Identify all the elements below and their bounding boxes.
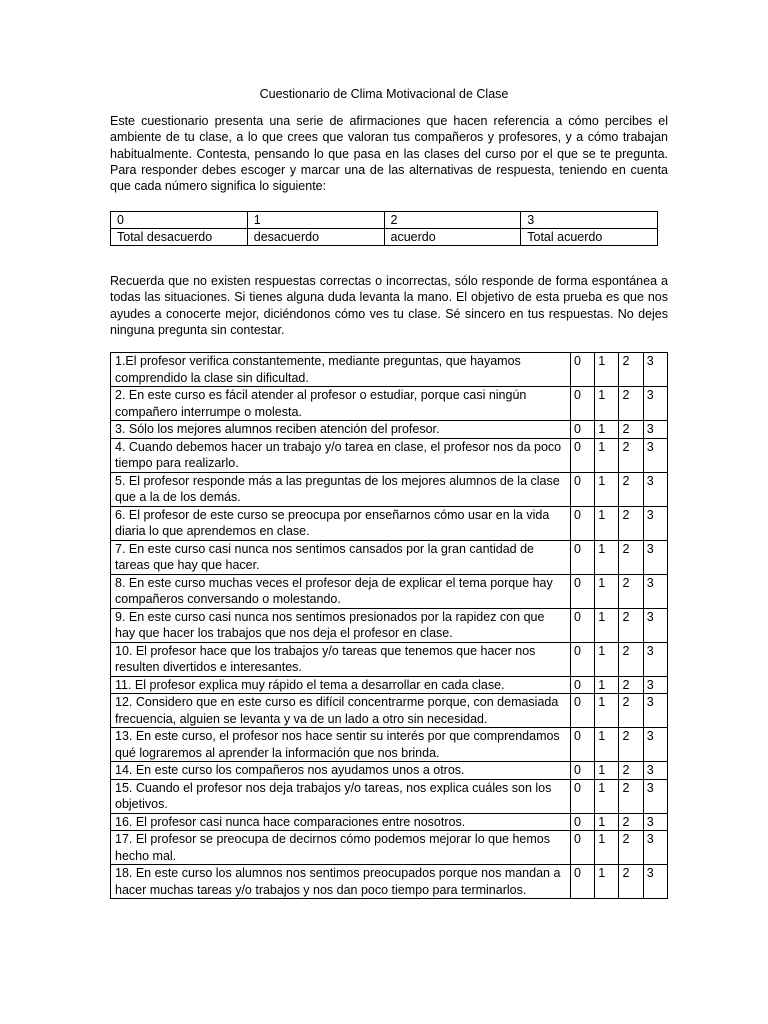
question-row <box>111 472 668 506</box>
answer-option-0[interactable]: 0 <box>570 574 594 608</box>
answer-option-2[interactable]: 2 <box>619 728 643 762</box>
answer-option-2[interactable]: 2 <box>619 506 643 540</box>
question-row <box>111 608 668 642</box>
answer-option-0[interactable]: 0 <box>570 865 594 899</box>
answer-option-3[interactable]: 3 <box>643 574 667 608</box>
question-row <box>111 762 668 780</box>
question-text: 17. El profesor se preocupa de decirnos cómo podemos mejorar lo que hemos hecho mal. <box>111 831 571 865</box>
answer-option-0[interactable]: 0 <box>570 831 594 865</box>
question-row <box>111 540 668 574</box>
answer-option-2[interactable]: 2 <box>619 676 643 694</box>
answer-option-2[interactable]: 2 <box>619 472 643 506</box>
question-text: 13. En este curso, el profesor nos hace sentir su interés por que comprendamos qué lograremos al aprender la información que nos brinda. <box>111 728 571 762</box>
answer-option-0[interactable]: 0 <box>570 779 594 813</box>
question-text: 4. Cuando debemos hacer un trabajo y/o tarea en clase, el profesor nos da poco tiempo para realizarlo. <box>111 438 571 472</box>
answer-option-3[interactable]: 3 <box>643 472 667 506</box>
answer-option-0[interactable]: 0 <box>570 813 594 831</box>
question-text: 5. El profesor responde más a las preguntas de los mejores alumnos de la clase que a la de los demás. <box>111 472 571 506</box>
answer-option-0[interactable]: 0 <box>570 694 594 728</box>
question-row <box>111 642 668 676</box>
question-text: 15. Cuando el profesor nos deja trabajos y/o tareas, nos explica cuáles son los objetivos. <box>111 779 571 813</box>
response-scale-table <box>110 211 658 246</box>
scale-numbers-row <box>111 212 658 229</box>
question-text: 3. Sólo los mejores alumnos reciben atención del profesor. <box>111 421 571 439</box>
answer-option-3[interactable]: 3 <box>643 728 667 762</box>
answer-option-0[interactable]: 0 <box>570 642 594 676</box>
answer-option-2[interactable]: 2 <box>619 438 643 472</box>
answer-option-0[interactable]: 0 <box>570 540 594 574</box>
question-row <box>111 574 668 608</box>
answer-option-1[interactable]: 1 <box>595 762 619 780</box>
answer-option-3[interactable]: 3 <box>643 694 667 728</box>
scale-label: acuerdo <box>384 229 521 246</box>
answer-option-1[interactable]: 1 <box>595 676 619 694</box>
question-text: 10. El profesor hace que los trabajos y/o tareas que tenemos que hacer nos resulten divertidos e interesantes. <box>111 642 571 676</box>
answer-option-1[interactable]: 1 <box>595 353 619 387</box>
scale-number: 3 <box>521 212 658 229</box>
answer-option-1[interactable]: 1 <box>595 694 619 728</box>
question-row <box>111 694 668 728</box>
answer-option-2[interactable]: 2 <box>619 813 643 831</box>
answer-option-2[interactable]: 2 <box>619 762 643 780</box>
answer-option-2[interactable]: 2 <box>619 387 643 421</box>
answer-option-3[interactable]: 3 <box>643 813 667 831</box>
answer-option-3[interactable]: 3 <box>643 865 667 899</box>
answer-option-3[interactable]: 3 <box>643 438 667 472</box>
answer-option-2[interactable]: 2 <box>619 779 643 813</box>
answer-option-1[interactable]: 1 <box>595 642 619 676</box>
answer-option-3[interactable]: 3 <box>643 506 667 540</box>
answer-option-0[interactable]: 0 <box>570 728 594 762</box>
intro-paragraph: Este cuestionario presenta una serie de afirmaciones que hacen referencia a cómo percibes el ambiente de tu clase, a lo que crees que valoran tus compañeros y profesores, y a cómo trabajan habitualmente. Contesta, pensando lo que pasa en las clases del curso por el que se te pregunta. Para responder debes escoger y marcar una de las alternativas de respuesta, teniendo en cuenta que cada número significa lo siguiente: <box>110 114 668 194</box>
question-text: 9. En este curso casi nunca nos sentimos presionados por la rapidez con que hay que hacer los trabajos que nos deja el profesor en clase. <box>111 608 571 642</box>
answer-option-1[interactable]: 1 <box>595 813 619 831</box>
answer-option-2[interactable]: 2 <box>619 642 643 676</box>
answer-option-2[interactable]: 2 <box>619 540 643 574</box>
answer-option-1[interactable]: 1 <box>595 831 619 865</box>
answer-option-1[interactable]: 1 <box>595 728 619 762</box>
question-text: 8. En este curso muchas veces el profesor deja de explicar el tema porque hay compañeros conversando o molestando. <box>111 574 571 608</box>
question-row <box>111 865 668 899</box>
answer-option-0[interactable]: 0 <box>570 438 594 472</box>
answer-option-0[interactable]: 0 <box>570 353 594 387</box>
answer-option-1[interactable]: 1 <box>595 421 619 439</box>
question-row <box>111 779 668 813</box>
answer-option-0[interactable]: 0 <box>570 421 594 439</box>
scale-number: 0 <box>111 212 248 229</box>
scale-number: 1 <box>247 212 384 229</box>
question-text: 11. El profesor explica muy rápido el tema a desarrollar en cada clase. <box>111 676 571 694</box>
question-row <box>111 438 668 472</box>
answer-option-3[interactable]: 3 <box>643 608 667 642</box>
scale-label: desacuerdo <box>247 229 384 246</box>
answer-option-0[interactable]: 0 <box>570 506 594 540</box>
answer-option-0[interactable]: 0 <box>570 676 594 694</box>
answer-option-2[interactable]: 2 <box>619 831 643 865</box>
question-row <box>111 728 668 762</box>
question-text: 12. Considero que en este curso es difícil concentrarme porque, con demasiada frecuencia, alguien se levanta y va de un lado a otro sin necesidad. <box>111 694 571 728</box>
answer-option-1[interactable]: 1 <box>595 387 619 421</box>
answer-option-0[interactable]: 0 <box>570 762 594 780</box>
answer-option-3[interactable]: 3 <box>643 387 667 421</box>
answer-option-3[interactable]: 3 <box>643 676 667 694</box>
question-text: 16. El profesor casi nunca hace comparaciones entre nosotros. <box>111 813 571 831</box>
answer-option-2[interactable]: 2 <box>619 694 643 728</box>
reminder-paragraph: Recuerda que no existen respuestas correctas o incorrectas, sólo responde de forma espontánea a todas las situaciones. Si tienes alguna duda levanta la mano. El objetivo de esta prueba es que nos ayudes a conocerte mejor, diciéndonos cómo ves tu clase. Sé sincero en tus respuestas. No dejes ninguna pregunta sin contestar. <box>110 274 668 337</box>
answer-option-1[interactable]: 1 <box>595 865 619 899</box>
page-title: Cuestionario de Clima Motivacional de Clase <box>259 87 509 101</box>
question-row <box>111 387 668 421</box>
question-text: 2. En este curso es fácil atender al profesor o estudiar, porque casi ningún compañero interrumpe o molesta. <box>111 387 571 421</box>
answer-option-1[interactable]: 1 <box>595 438 619 472</box>
question-text: 18. En este curso los alumnos nos sentimos preocupados porque nos mandan a hacer muchas tareas y/o trabajos y nos dan poco tiempo para terminarlos. <box>111 865 571 899</box>
answer-option-1[interactable]: 1 <box>595 506 619 540</box>
answer-option-2[interactable]: 2 <box>619 421 643 439</box>
question-row <box>111 506 668 540</box>
answer-option-0[interactable]: 0 <box>570 472 594 506</box>
answer-option-2[interactable]: 2 <box>619 353 643 387</box>
question-row <box>111 353 668 387</box>
question-row <box>111 831 668 865</box>
answer-option-1[interactable]: 1 <box>595 472 619 506</box>
answer-option-1[interactable]: 1 <box>595 540 619 574</box>
answer-option-1[interactable]: 1 <box>595 574 619 608</box>
question-text: 1.El profesor verifica constantemente, mediante preguntas, que hayamos comprendido la clase sin dificultad. <box>111 353 571 387</box>
scale-number: 2 <box>384 212 521 229</box>
answer-option-3[interactable]: 3 <box>643 779 667 813</box>
scale-label: Total acuerdo <box>521 229 658 246</box>
answer-option-2[interactable]: 2 <box>619 608 643 642</box>
answer-option-3[interactable]: 3 <box>643 353 667 387</box>
questionnaire-table <box>110 352 668 899</box>
answer-option-2[interactable]: 2 <box>619 865 643 899</box>
question-text: 14. En este curso los compañeros nos ayudamos unos a otros. <box>111 762 571 780</box>
question-row <box>111 676 668 694</box>
question-text: 7. En este curso casi nunca nos sentimos cansados por la gran cantidad de tareas que hay que hacer. <box>111 540 571 574</box>
answer-option-3[interactable]: 3 <box>643 540 667 574</box>
answer-option-1[interactable]: 1 <box>595 608 619 642</box>
answer-option-3[interactable]: 3 <box>643 421 667 439</box>
question-row <box>111 813 668 831</box>
answer-option-3[interactable]: 3 <box>643 762 667 780</box>
scale-labels-row <box>111 229 658 246</box>
answer-option-3[interactable]: 3 <box>643 831 667 865</box>
question-text: 6. El profesor de este curso se preocupa por enseñarnos cómo usar en la vida diaria lo que aprendemos en clase. <box>111 506 571 540</box>
answer-option-2[interactable]: 2 <box>619 574 643 608</box>
answer-option-1[interactable]: 1 <box>595 779 619 813</box>
answer-option-0[interactable]: 0 <box>570 608 594 642</box>
scale-label: Total desacuerdo <box>111 229 248 246</box>
question-row <box>111 421 668 439</box>
answer-option-3[interactable]: 3 <box>643 642 667 676</box>
answer-option-0[interactable]: 0 <box>570 387 594 421</box>
